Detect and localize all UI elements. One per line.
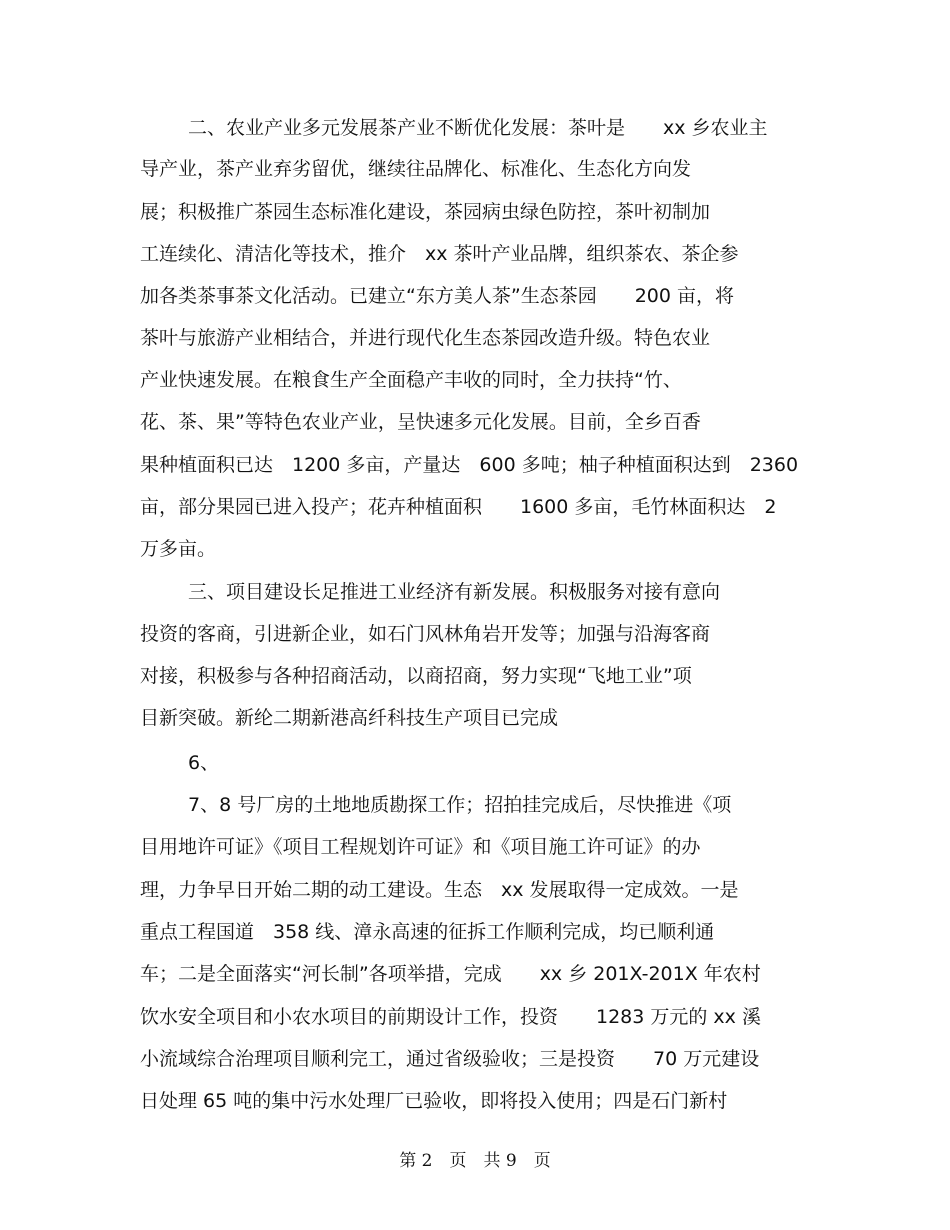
text-line: 花、茶、果”等特色农业产业，呈快速多元化发展。目前，全乡百香 <box>140 411 701 433</box>
text-line: 果种植面积已达 1200 多亩，产量达 600 多吨；柚子种植面积达到 2360 <box>140 454 799 476</box>
text-line: 展；积极推广茶园生态标准化建设，茶园病虫绿色防控，茶叶初制加 <box>140 201 711 223</box>
text-line: 对接，积极参与各种招商活动，以商招商，努力实现“飞地工业”项 <box>140 665 692 687</box>
page-footer: 第 2 页 共 9 页 <box>399 1151 551 1171</box>
text-line: 工连续化、清洁化等技术，推介 xx 茶叶产业品牌，组织茶农、茶企参 <box>140 243 739 265</box>
text-line: 7、8 号厂房的土地地质勘探工作；招拍挂完成后，尽快推进《项 <box>188 794 732 816</box>
text-line: 加各类茶事茶文化活动。已建立“东方美人茶”生态茶园 200 亩，将 <box>140 285 734 307</box>
text-line: 万多亩。 <box>140 538 217 560</box>
text-line: 导产业，茶产业弃劣留优，继续往品牌化、标准化、生态化方向发 <box>140 158 692 180</box>
text-line: 目新突破。新纶二期新港高纤科技生产项目已完成 <box>140 707 559 729</box>
text-line: 6、 <box>188 752 220 774</box>
text-line: 二、农业产业多元发展茶产业不断优化发展：茶叶是 xx 乡农业主 <box>188 117 768 139</box>
text-line: 投资的客商，引进新企业，如石门风林角岩开发等；加强与沿海客商 <box>140 623 711 645</box>
text-line: 车；二是全面落实“河长制”各项举措，完成 xx 乡 201X-201X 年农村 <box>140 963 761 985</box>
text-line: 理，力争早日开始二期的动工建设。生态 xx 发展取得一定成效。一是 <box>140 879 739 901</box>
text-line: 重点工程国道 358 线、漳永高速的征拆工作顺利完成，均已顺利通 <box>140 921 715 943</box>
text-line: 目用地许可证》《项目工程规划许可证》和《项目施工许可证》的办 <box>140 836 701 858</box>
text-line: 日处理 65 吨的集中污水处理厂已验收，即将投入使用；四是石门新村 <box>140 1090 728 1112</box>
text-line: 饮水安全项目和小农水项目的前期设计工作，投资 1283 万元的 xx 溪 <box>140 1006 761 1028</box>
text-line: 茶叶与旅游产业相结合，并进行现代化生态茶园改造升级。特色农业 <box>140 327 711 349</box>
text-line: 小流域综合治理项目顺利完工，通过省级验收；三是投资 70 万元建设 <box>140 1048 760 1070</box>
text-line: 亩，部分果园已进入投产；花卉种植面积 1600 多亩，毛竹林面积达 2 <box>140 496 777 518</box>
text-line: 三、项目建设长足推进工业经济有新发展。积极服务对接有意向 <box>188 581 721 603</box>
text-line: 产业快速发展。在粮食生产全面稳产丰收的同时，全力扶持“竹、 <box>140 369 682 391</box>
